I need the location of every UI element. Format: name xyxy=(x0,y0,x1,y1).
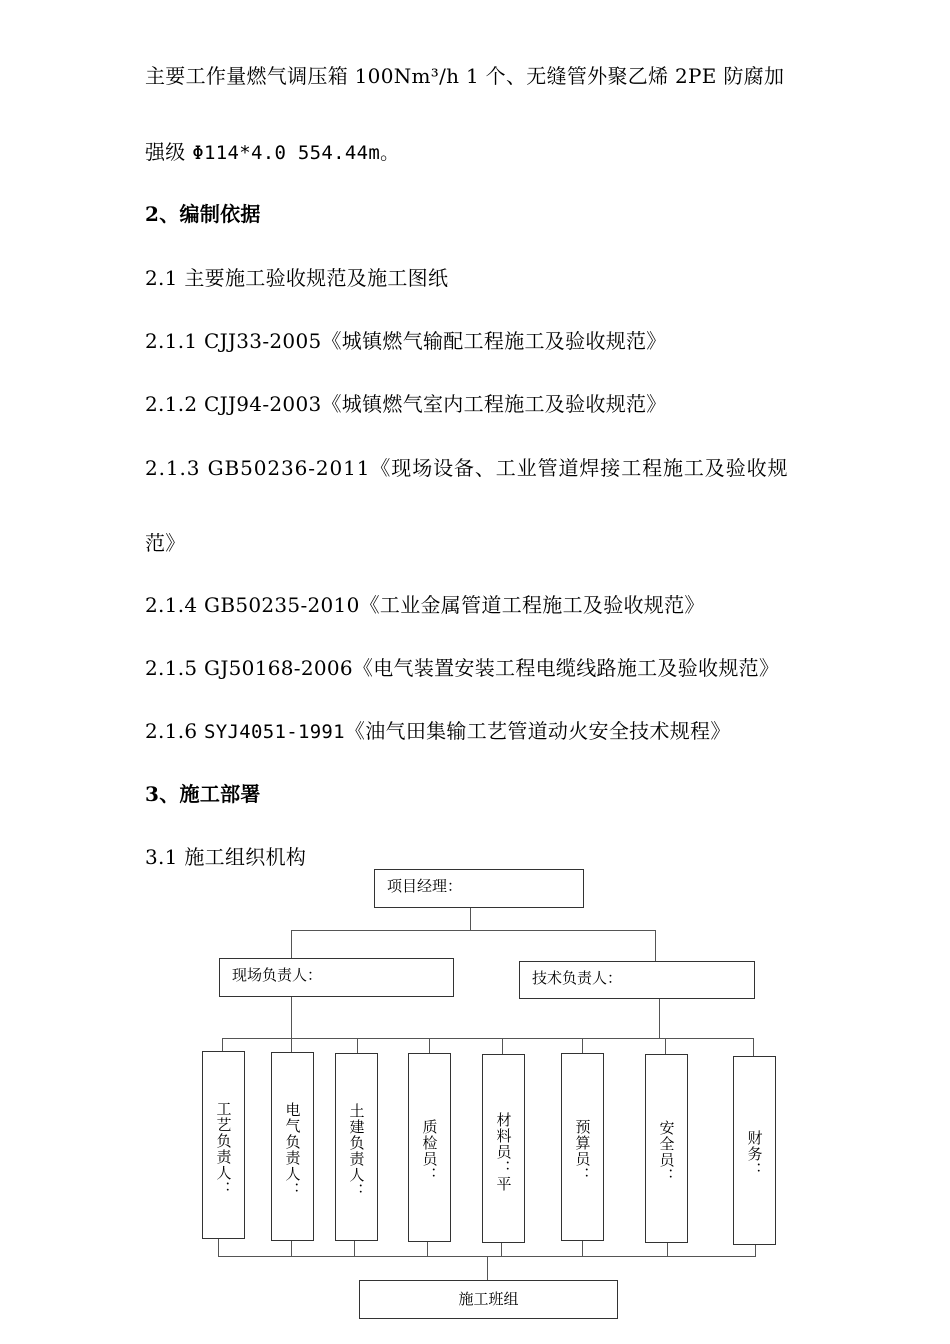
connector-left-mid-down xyxy=(291,996,292,1039)
connector-staff-8 xyxy=(753,1038,754,1057)
connector-staff-bus xyxy=(222,1038,753,1039)
work-description-line2-prefix: 强级 xyxy=(145,140,193,164)
connector-staff-6-bottom xyxy=(582,1240,583,1256)
staff-box-safety xyxy=(645,1054,688,1243)
technical-manager-label: 技术负责人： xyxy=(532,969,623,987)
subsection-2-1: 2.1 主要施工验收规范及施工图纸 xyxy=(145,266,449,290)
connector-staff-1-bottom xyxy=(218,1238,219,1256)
site-manager-box xyxy=(219,958,454,997)
staff-label-quality: 质检员： xyxy=(420,1119,439,1183)
staff-label-civil: 土建负责人： xyxy=(347,1103,366,1199)
staff-label-process: 工艺负责人： xyxy=(214,1101,233,1197)
connector-staff-3 xyxy=(357,1038,358,1054)
reference-2-1-1: 2.1.1 CJJ33-2005《城镇燃气输配工程施工及验收规范》 xyxy=(145,329,667,353)
connector-top-down xyxy=(470,907,471,931)
section-heading-2: 2、编制依据 xyxy=(145,202,261,226)
staff-label-materials: 材料员：平 xyxy=(494,1112,513,1192)
pipe-spec: Φ114*4.0 554.44m。 xyxy=(192,142,400,164)
project-manager-label: 项目经理： xyxy=(387,877,463,895)
technical-manager-box xyxy=(519,961,755,999)
staff-box-materials xyxy=(482,1054,525,1243)
reference-2-1-6 xyxy=(145,719,731,744)
connector-staff-2-bottom xyxy=(291,1240,292,1256)
reference-2-1-4: 2.1.4 GB50235-2010《工业金属管道工程施工及验收规范》 xyxy=(145,593,705,617)
connector-staff-5-bottom xyxy=(501,1242,502,1256)
staff-box-process xyxy=(202,1051,245,1239)
subsection-3-1: 3.1 施工组织机构 xyxy=(145,845,307,869)
staff-label-safety: 安全员： xyxy=(657,1120,676,1184)
connector-to-team xyxy=(487,1256,488,1281)
connector-staff-7-bottom xyxy=(667,1241,668,1256)
work-description-line2 xyxy=(145,140,399,165)
staff-box-civil xyxy=(335,1053,378,1241)
staff-box-quality xyxy=(408,1053,451,1242)
staff-box-budget xyxy=(561,1053,604,1241)
reference-2-1-3-line2: 范》 xyxy=(145,531,186,555)
staff-box-finance xyxy=(733,1056,776,1245)
connector-staff-8-bottom xyxy=(755,1244,756,1256)
staff-label-electrical: 电气负责人： xyxy=(283,1102,302,1198)
staff-label-finance: 财务： xyxy=(745,1130,764,1178)
site-manager-label: 现场负责人： xyxy=(232,966,323,984)
connector-staff-4 xyxy=(429,1038,430,1054)
connector-staff-4-bottom xyxy=(427,1241,428,1256)
reference-2-1-2: 2.1.2 CJJ94-2003《城镇燃气室内工程施工及验收规范》 xyxy=(145,392,667,416)
connector-mid-horizontal xyxy=(291,930,656,931)
staff-label-budget: 预算员： xyxy=(573,1119,592,1183)
work-description-line1: 主要工作量燃气调压箱 100Nm³/h 1 个、无缝管外聚乙烯 2PE 防腐加 xyxy=(145,64,785,88)
reference-2-1-6-title: 《油气田集输工艺管道动火安全技术规程》 xyxy=(344,719,731,743)
connector-staff-2 xyxy=(291,1038,292,1053)
reference-2-1-6-number: 2.1.6 xyxy=(145,719,205,743)
connector-to-right-mid xyxy=(655,930,656,962)
section-heading-3: 3、施工部署 xyxy=(145,782,261,806)
connector-staff-7 xyxy=(665,1038,666,1055)
reference-2-1-3-line1: 2.1.3 GB50236-2011《现场设备、工业管道焊接工程施工及验收规 xyxy=(145,456,789,480)
construction-team-box xyxy=(359,1280,618,1319)
reference-2-1-6-code: SYJ4051-1991 xyxy=(204,721,345,743)
connector-right-mid-down xyxy=(659,998,660,1039)
connector-staff-6 xyxy=(582,1038,583,1054)
connector-staff-5 xyxy=(502,1038,503,1055)
reference-2-1-5: 2.1.5 GJ50168-2006《电气装置安装工程电缆线路施工及验收规范》 xyxy=(145,656,780,680)
project-manager-box xyxy=(374,869,584,908)
connector-to-left-mid xyxy=(291,930,292,959)
staff-box-electrical xyxy=(271,1052,314,1241)
connector-staff-1 xyxy=(222,1038,223,1052)
connector-staff-3-bottom xyxy=(354,1240,355,1256)
construction-team-label: 施工班组 xyxy=(458,1290,519,1308)
